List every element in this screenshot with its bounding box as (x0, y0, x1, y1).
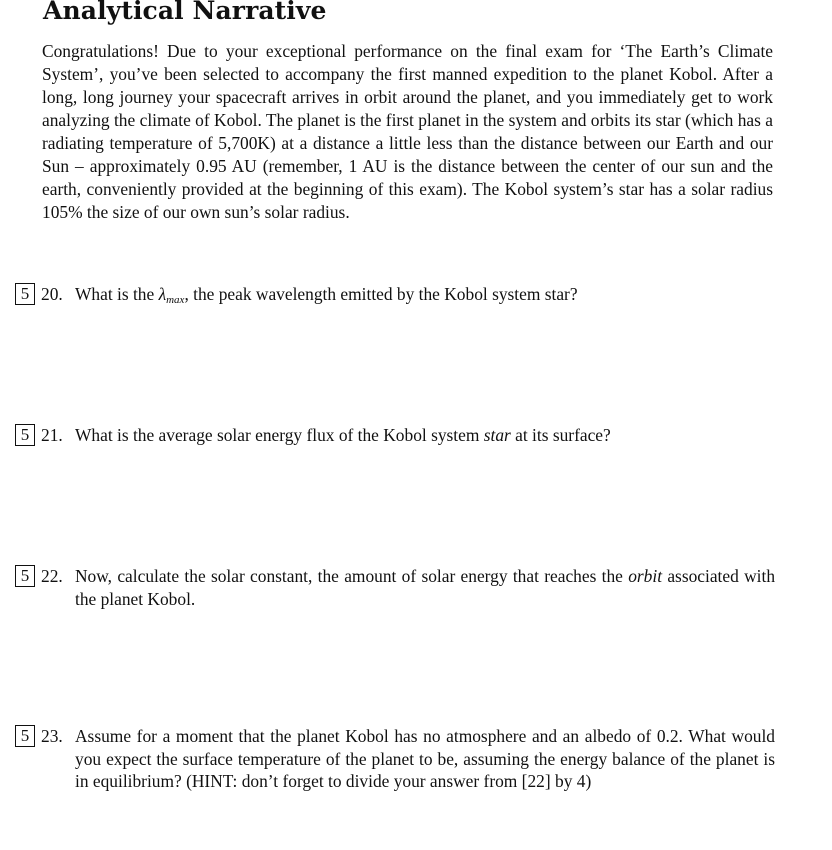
lambda-symbol: λ (158, 284, 167, 304)
question-emphasis: orbit (628, 566, 663, 586)
question-21 (15, 424, 775, 447)
question-22 (15, 565, 775, 610)
narrative-paragraph: Congratulations! Due to your exceptional performance on the final exam for ‘The Earth’s Climate System’, you’ve been selected to accompany the first manned expedition to the planet Kobol. After a long, long journey your spacecraft arrives in orbit around the planet, and you immediately get to work analyzing the climate of Kobol. The planet is the first planet in the system and orbits its star (which has a radiating temperature of 5,700K) at a distance a little less than the distance between our Earth and our Sun – approximately 0.95 AU (remember, 1 AU is the distance between the center of our sun and the earth, conveniently provided at the beginning of this exam). The Kobol system’s star has a solar radius 105% the size of our own sun’s solar radius. (42, 41, 773, 222)
question-text-before: What is the average solar energy flux of the Kobol system (75, 425, 484, 445)
question-number: 20. (41, 284, 63, 304)
question-number: 22. (41, 566, 63, 586)
points-box: 5 (15, 424, 35, 446)
question-23 (15, 725, 775, 793)
question-text (75, 283, 775, 312)
question-20 (15, 283, 775, 312)
question-text (75, 424, 775, 447)
question-text-after: at its surface? (510, 425, 611, 445)
lambda-max-symbol (159, 284, 185, 304)
question-number: 21. (41, 425, 63, 445)
question-number: 23. (41, 726, 63, 746)
question-emphasis: star (483, 425, 511, 445)
page-title: Analytical Narrative (43, 0, 327, 25)
points-box: 5 (15, 725, 35, 747)
points-box: 5 (15, 565, 35, 587)
lambda-subscript: max (166, 294, 185, 306)
question-text-before: What is the (75, 284, 159, 304)
question-text-after: , the peak wavelength emitted by the Kobol system star? (184, 284, 578, 304)
question-text (75, 565, 775, 610)
question-text-before: Now, calculate the solar constant, the amount of solar energy that reaches the (75, 566, 629, 586)
question-text-after: associated with the planet Kobol. (75, 566, 776, 609)
question-text: Assume for a moment that the planet Kobol has no atmosphere and an albedo of 0.2. What would you expect the surface temperature of the planet to be, assuming the energy balance of the planet is in equilibrium? (HINT: don’t forget to divide your answer from [22] by 4) (75, 726, 775, 791)
points-box: 5 (15, 283, 35, 305)
